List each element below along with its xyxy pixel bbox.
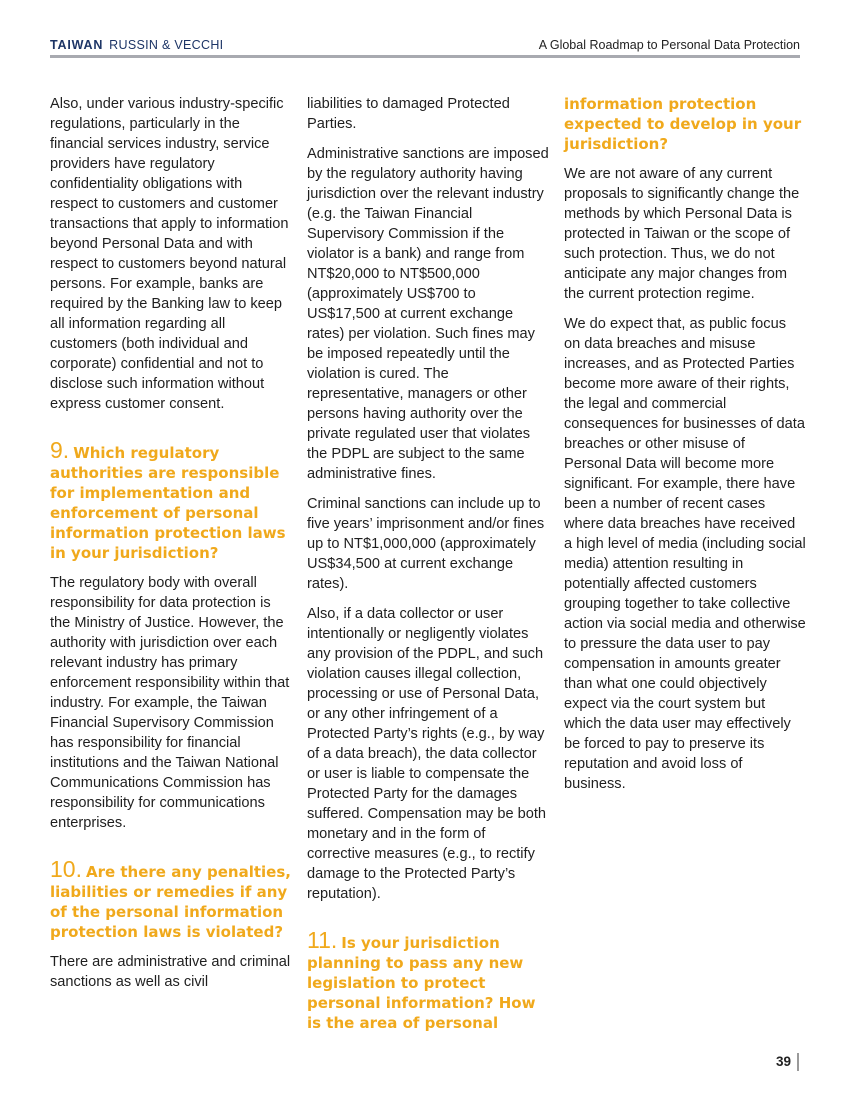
question-text: Are there any penalties, liabilities or remedies if any of the personal information protection laws is violated? (50, 863, 291, 941)
header-left (50, 38, 223, 52)
question-number: 11. (307, 927, 338, 953)
header-country: TAIWAN (50, 38, 104, 52)
page-number-divider (797, 1053, 799, 1071)
question-11-heading (307, 927, 549, 1033)
question-9-heading (50, 437, 292, 563)
question-number: 9. (50, 437, 70, 463)
paragraph: There are administrative and criminal sanctions as well as civil (50, 954, 291, 990)
paragraph: The regulatory body with overall responsibility for data protection is the Ministry of Justice. However, the authority with jurisdiction over each relevant industry has primary enforcement responsibility within that industry. For example, the Taiwan Financial Supervisory Commission has responsibility for financial institutions and the Taiwan National Communications Commission has responsibility for communications enterprises. (50, 575, 290, 831)
column-2 (307, 94, 549, 1043)
page-number (764, 1053, 800, 1073)
header-publication-title: A Global Roadmap to Personal Data Protection (538, 38, 800, 52)
page-number-text: 39 (776, 1054, 792, 1069)
column-1 (50, 94, 292, 1002)
paragraph: Also, under various industry-specific regulations, particularly in the financial services industry, service providers have regulatory confidentiality obligations with respect to customers and customer transactions that apply to information beyond Personal Data and with respect to customers beyond natural persons. For example, banks are required by the Banking law to keep all information regarding all customers (both individual and corporate) confidential and not to disclose such information without express customer consent. (50, 96, 289, 412)
column-3 (564, 94, 806, 804)
page-header (50, 36, 800, 58)
paragraph: Administrative sanctions are imposed by the regulatory authority having jurisdiction over the relevant industry (e.g. the Taiwan Financial Supervisory Commission if the violator is a bank) and range from NT$20,000 to NT$500,000 (approximately US$700 to US$17,500 at current exchange rates) per violation. Such fines may be imposed repeatedly until the violation is cured. The representative, managers or other persons having authority over the private regulated user that violates the PDPL are subject to the same administrative fines. (307, 146, 549, 482)
header-firm: RUSSIN & VECCHI (109, 38, 224, 52)
paragraph: liabilities to damaged Protected Parties. (307, 96, 510, 132)
paragraph: We are not aware of any current proposals to significantly change the methods by which Personal Data is protected in Taiwan or the scope of such protection. Thus, we do not anticipate any major changes from the current protection regime. (564, 166, 800, 302)
header-rule (50, 55, 800, 58)
paragraph: Criminal sanctions can include up to five years’ imprisonment and/or fines up to NT$1,000,000 (approximately US$34,500 at current exchange rates). (307, 496, 545, 592)
paragraph: We do expect that, as public focus on data breaches and misuse increases, and as Protected Parties become more aware of their rights, the legal and commercial consequences for businesses of data breaches or other misuse of Personal Data will become more significant. For example, there have been a number of recent cases where data breaches have received a high level of media (including social media) attention resulting in potentially affected customers grouping together to take collective action via social media and otherwise to pressure the data user to pay compensation in amounts greater than what one could objectively expect via the court system but which the data user may effectively be forced to pay to preserve its reputation and avoid loss of business. (564, 316, 806, 792)
question-10-heading (50, 856, 292, 942)
question-text: Which regulatory authorities are responsible for implementation and enforcement of personal information protection laws in your jurisdiction? (50, 444, 286, 562)
question-11-heading-continued: information protection expected to develop in your jurisdiction? (564, 95, 802, 153)
question-text: Is your jurisdiction planning to pass any new legislation to protect personal information? How is the area of personal (307, 934, 536, 1032)
paragraph: Also, if a data collector or user intentionally or negligently violates any provision of the PDPL, and such violation causes illegal collection, processing or use of Personal Data, or any other infringement of a Protected Party’s rights (e.g., by way of a data breach), the data collector or user is liable to compensate the Protected Party for the damages suffered. Compensation may be both monetary and in the form of corrective measures (e.g., to rectify damage to the Protected Party’s reputation). (307, 606, 547, 902)
question-number: 10. (50, 856, 82, 882)
